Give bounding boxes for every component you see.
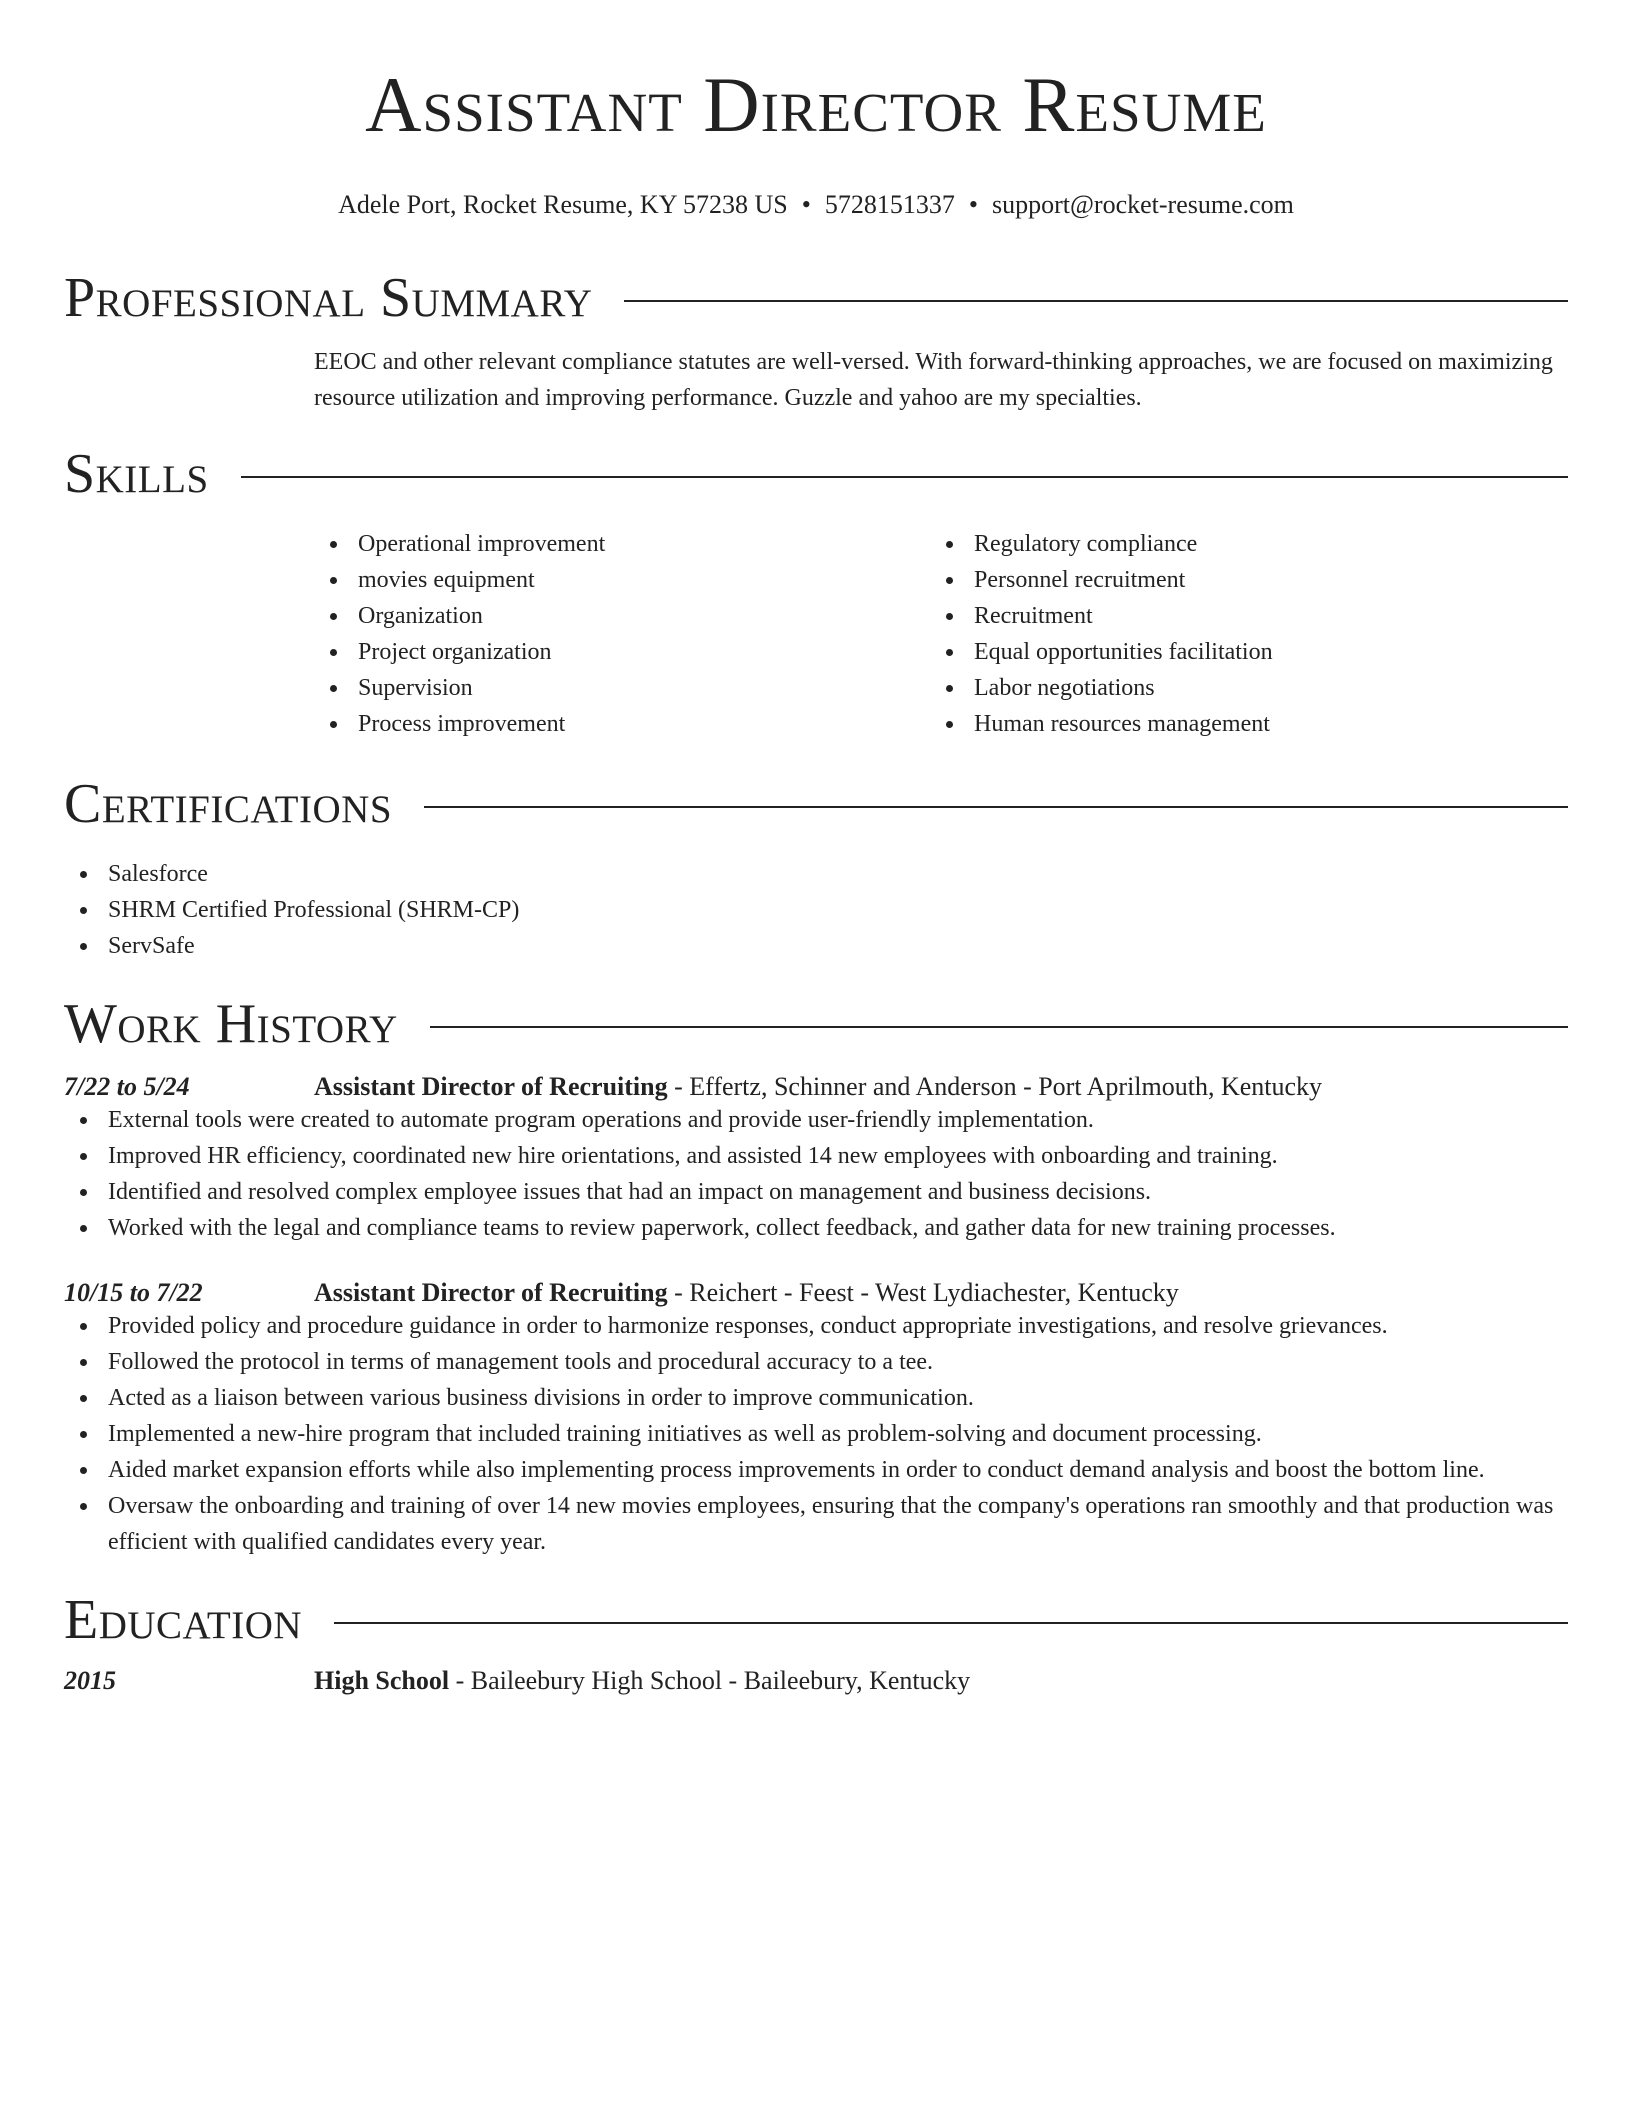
certification-item: ServSafe — [64, 928, 1568, 964]
skill-item: Labor negotiations — [930, 670, 1568, 706]
contact-address: Adele Port, Rocket Resume, KY 57238 US — [338, 190, 788, 219]
job-bullet: Followed the protocol in terms of management tools and procedural accuracy to a tee. — [64, 1344, 1568, 1380]
skill-item: Equal opportunities facilitation — [930, 634, 1568, 670]
job-bullet: Improved HR efficiency, coordinated new hire orientations, and assisted 14 new employees with onboarding and training. — [64, 1138, 1568, 1174]
job-title-line — [314, 1278, 1179, 1308]
job-employer: - Effertz, Schinner and Anderson - Port Aprilmouth, Kentucky — [667, 1072, 1323, 1101]
skill-item: Supervision — [314, 670, 930, 706]
job-bullet: Oversaw the onboarding and training of over 14 new movies employees, ensuring that the company's operations ran smoothly and that production was efficient with qualified candidates every year. — [64, 1488, 1568, 1560]
contact-separator: • — [968, 190, 978, 219]
work-history-heading: Work History — [64, 993, 398, 1055]
section-divider — [424, 806, 1568, 808]
work-history-section-header — [64, 992, 1568, 1056]
summary-section-header — [64, 266, 1568, 330]
job-bullet: Identified and resolved complex employee issues that had an impact on management and business decisions. — [64, 1174, 1568, 1210]
job-entry — [64, 1072, 1568, 1246]
education-date: 2015 — [64, 1666, 116, 1695]
skill-item: Operational improvement — [314, 526, 930, 562]
skill-item: Personnel recruitment — [930, 562, 1568, 598]
contact-phone: 5728151337 — [824, 190, 955, 219]
education-heading: Education — [64, 1589, 303, 1651]
job-title: Assistant Director of Recruiting — [314, 1072, 668, 1101]
certifications-section-header — [64, 772, 1568, 836]
certification-item: Salesforce — [64, 856, 1568, 892]
job-header — [64, 1278, 1568, 1308]
skills-list-left — [314, 526, 930, 742]
section-divider — [241, 476, 1568, 478]
education-degree: High School — [314, 1666, 450, 1695]
education-section-header — [64, 1588, 1568, 1652]
education-entry — [64, 1666, 1568, 1696]
job-bullet: Provided policy and procedure guidance in order to harmonize responses, conduct appropriate investigations, and resolve grievances. — [64, 1308, 1568, 1344]
section-divider — [334, 1622, 1568, 1624]
job-employer: - Reichert - Feest - West Lydiachester, Kentucky — [667, 1278, 1179, 1307]
page-title: Assistant Director Resume — [365, 61, 1267, 148]
skill-item: Project organization — [314, 634, 930, 670]
section-divider — [624, 300, 1568, 302]
contact-separator: • — [801, 190, 811, 219]
skill-item: Recruitment — [930, 598, 1568, 634]
skills-list-right — [930, 526, 1568, 742]
job-title: Assistant Director of Recruiting — [314, 1278, 668, 1307]
job-bullets — [64, 1308, 1568, 1560]
certifications-heading: Certifications — [64, 773, 393, 835]
job-title-line — [314, 1072, 1322, 1102]
job-bullet: External tools were created to automate program operations and provide user-friendly implementation. — [64, 1102, 1568, 1138]
job-bullet: Aided market expansion efforts while also implementing process improvements in order to conduct demand analysis and boost the bottom line. — [64, 1452, 1568, 1488]
summary-text: EEOC and other relevant compliance statutes are well-versed. With forward-thinking approaches, we are focused on maximizing resource utilization and improving performance. Guzzle and yahoo are my specialties. — [314, 349, 1553, 411]
job-date: 7/22 to 5/24 — [64, 1072, 190, 1101]
skills-grid — [314, 526, 1568, 742]
skill-item: Regulatory compliance — [930, 526, 1568, 562]
job-bullet: Acted as a liaison between various business divisions in order to improve communication. — [64, 1380, 1568, 1416]
contact-email[interactable]: support@rocket-resume.com — [991, 190, 1294, 219]
education-line — [314, 1666, 970, 1696]
job-bullet: Implemented a new-hire program that included training initiatives as well as problem-solving and document processing. — [64, 1416, 1568, 1452]
education-school: - Baileebury High School - Baileebury, Kentucky — [449, 1666, 971, 1695]
job-entry — [64, 1278, 1568, 1560]
summary-heading: Professional Summary — [64, 267, 593, 329]
skill-item: Process improvement — [314, 706, 930, 742]
skill-item: Human resources management — [930, 706, 1568, 742]
certification-item: SHRM Certified Professional (SHRM-CP) — [64, 892, 1568, 928]
skill-item: movies equipment — [314, 562, 930, 598]
contact-line — [64, 190, 1568, 220]
section-divider — [430, 1026, 1568, 1028]
skill-item: Organization — [314, 598, 930, 634]
skills-section-header — [64, 442, 1568, 506]
certifications-list — [64, 856, 1568, 964]
job-bullets — [64, 1102, 1568, 1246]
job-header — [64, 1072, 1568, 1102]
job-date: 10/15 to 7/22 — [64, 1278, 203, 1307]
job-bullet: Worked with the legal and compliance teams to review paperwork, collect feedback, and gather data for new training processes. — [64, 1210, 1568, 1246]
skills-heading: Skills — [64, 443, 209, 505]
